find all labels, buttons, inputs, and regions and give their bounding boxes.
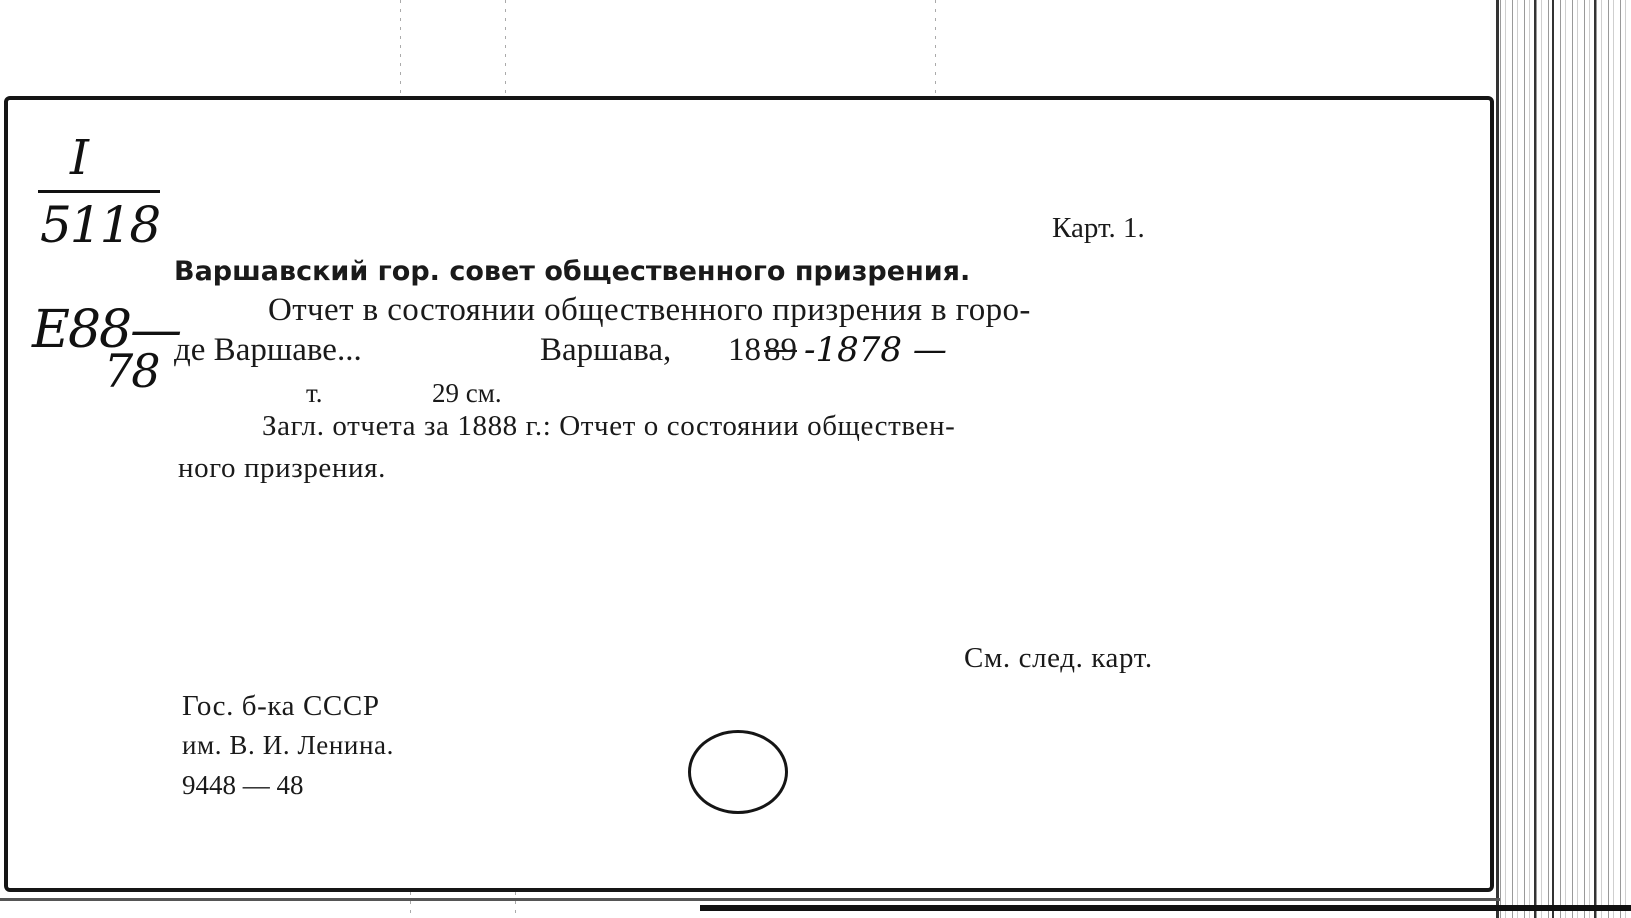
continuation-note: См. след. карт.: [964, 642, 1153, 674]
scan-line: [410, 892, 411, 918]
title-year-struck: 89: [764, 332, 797, 368]
title-year-prefix: 18: [728, 332, 761, 368]
title-year-handwritten: -1878 —: [804, 330, 947, 370]
card-number: Карт. 1.: [1052, 212, 1145, 244]
card-bottom-shadow: [0, 898, 1500, 901]
shelfmark-denominator: 5118: [40, 196, 160, 254]
imprint-line-2: им. В. И. Ленина.: [182, 730, 394, 760]
imprint-line-3: 9448 — 48: [182, 770, 304, 800]
shelfmark-secondary-top: E88—: [32, 300, 181, 360]
shelfmark-numerator: I: [70, 130, 89, 186]
title-line-2-start: де Варшаве...: [174, 332, 362, 368]
scan-line: [515, 892, 516, 918]
scan-line: [505, 0, 506, 96]
card-heading: Варшавский гор. совет общественного призрения.: [174, 256, 971, 287]
card-punch-hole: [688, 730, 788, 814]
scan-line: [935, 0, 936, 96]
card-bottom-shadow-dark: [700, 905, 1631, 911]
size-label: 29 см.: [432, 378, 502, 408]
scan-line: [400, 0, 401, 96]
volume-label: т.: [306, 378, 323, 408]
card-stack-edges: [1494, 0, 1631, 918]
title-line-1: Отчет в состоянии общественного призрения в горо-: [268, 292, 1031, 328]
shelfmark-fraction-line: [38, 190, 160, 193]
note-line-1: Загл. отчета за 1888 г.: Отчет о состоянии обществен-: [262, 410, 956, 442]
title-line-2-place: Варшава,: [540, 332, 672, 368]
note-line-2: ного призрения.: [178, 452, 386, 484]
imprint-line-1: Гос. б-ка СССР: [182, 690, 380, 722]
shelfmark-secondary-bottom: 78: [104, 344, 159, 398]
